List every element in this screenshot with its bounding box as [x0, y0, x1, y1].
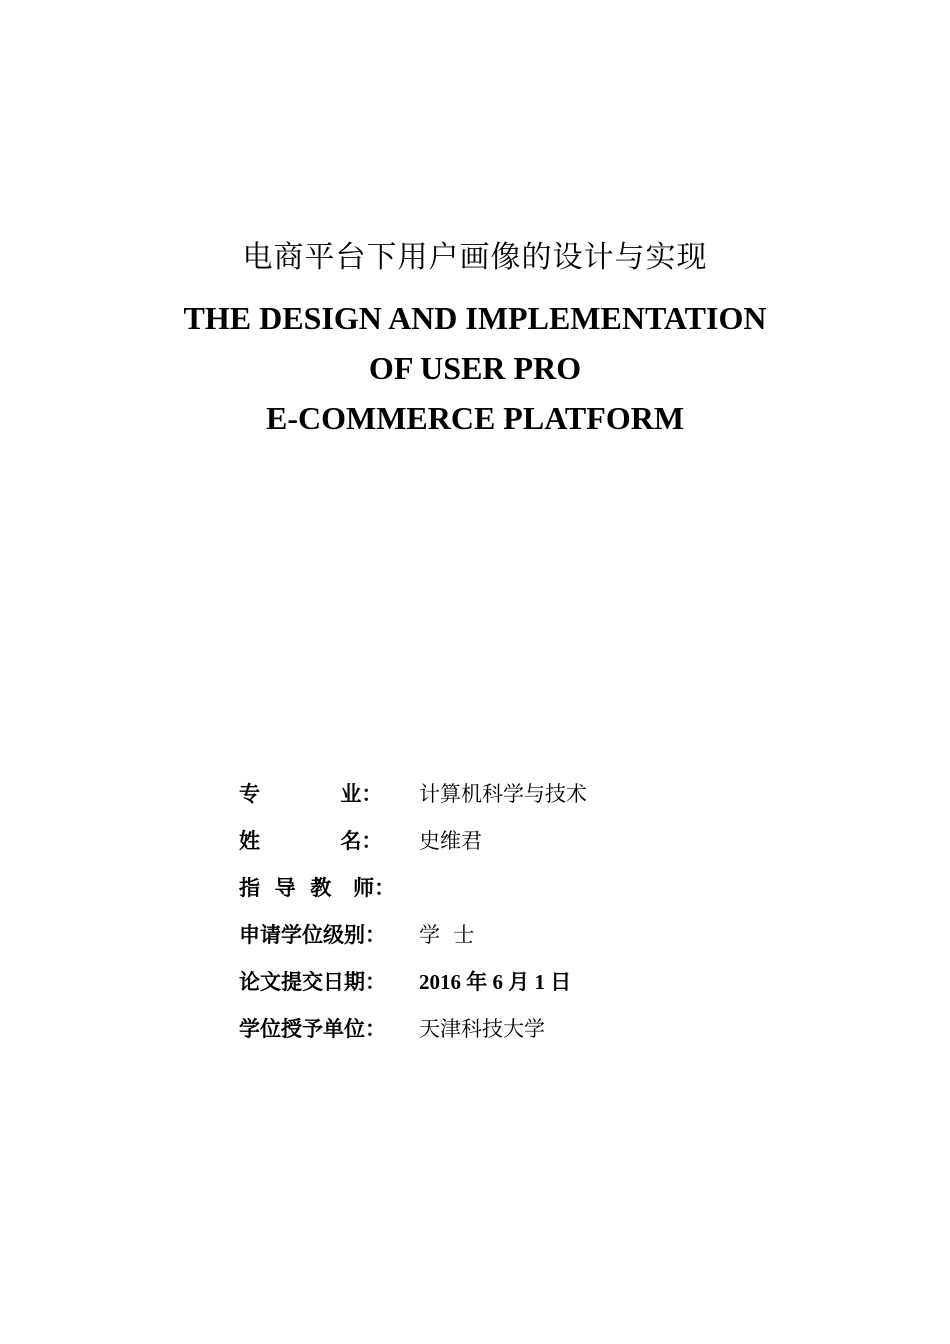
- thesis-info-block: [239, 769, 799, 1051]
- english-title-line-3: E-COMMERCE PLATFORM: [265, 400, 685, 436]
- major-value: 计算机科学与技术: [419, 781, 587, 806]
- name-label: 姓 名：: [239, 828, 383, 853]
- info-row-degree: [239, 910, 799, 957]
- major-label: 专 业：: [239, 781, 383, 806]
- chinese-title: 电商平台下用户画像的设计与实现: [242, 240, 708, 275]
- info-row-advisor: [239, 863, 799, 910]
- name-value: 史维君: [419, 828, 482, 853]
- institution-value: 天津科技大学: [419, 1016, 545, 1041]
- degree-value: 学 士: [419, 922, 475, 947]
- info-row-major: [239, 769, 799, 816]
- english-title-line-1: THE DESIGN AND IMPLEMENTATION: [183, 300, 767, 336]
- advisor-label: 指 导 教 师：: [239, 875, 396, 900]
- submission-date-label: 论文提交日期：: [239, 969, 386, 994]
- degree-label: 申请学位级别：: [239, 922, 386, 947]
- english-title-line-2: OF USER PRO: [368, 350, 582, 386]
- info-row-name: [239, 816, 799, 863]
- institution-label: 学位授予单位：: [239, 1016, 386, 1041]
- submission-date-value: 2016 年 6 月 1 日: [419, 969, 572, 994]
- info-row-institution: [239, 1004, 799, 1051]
- info-row-submission-date: [239, 957, 799, 1004]
